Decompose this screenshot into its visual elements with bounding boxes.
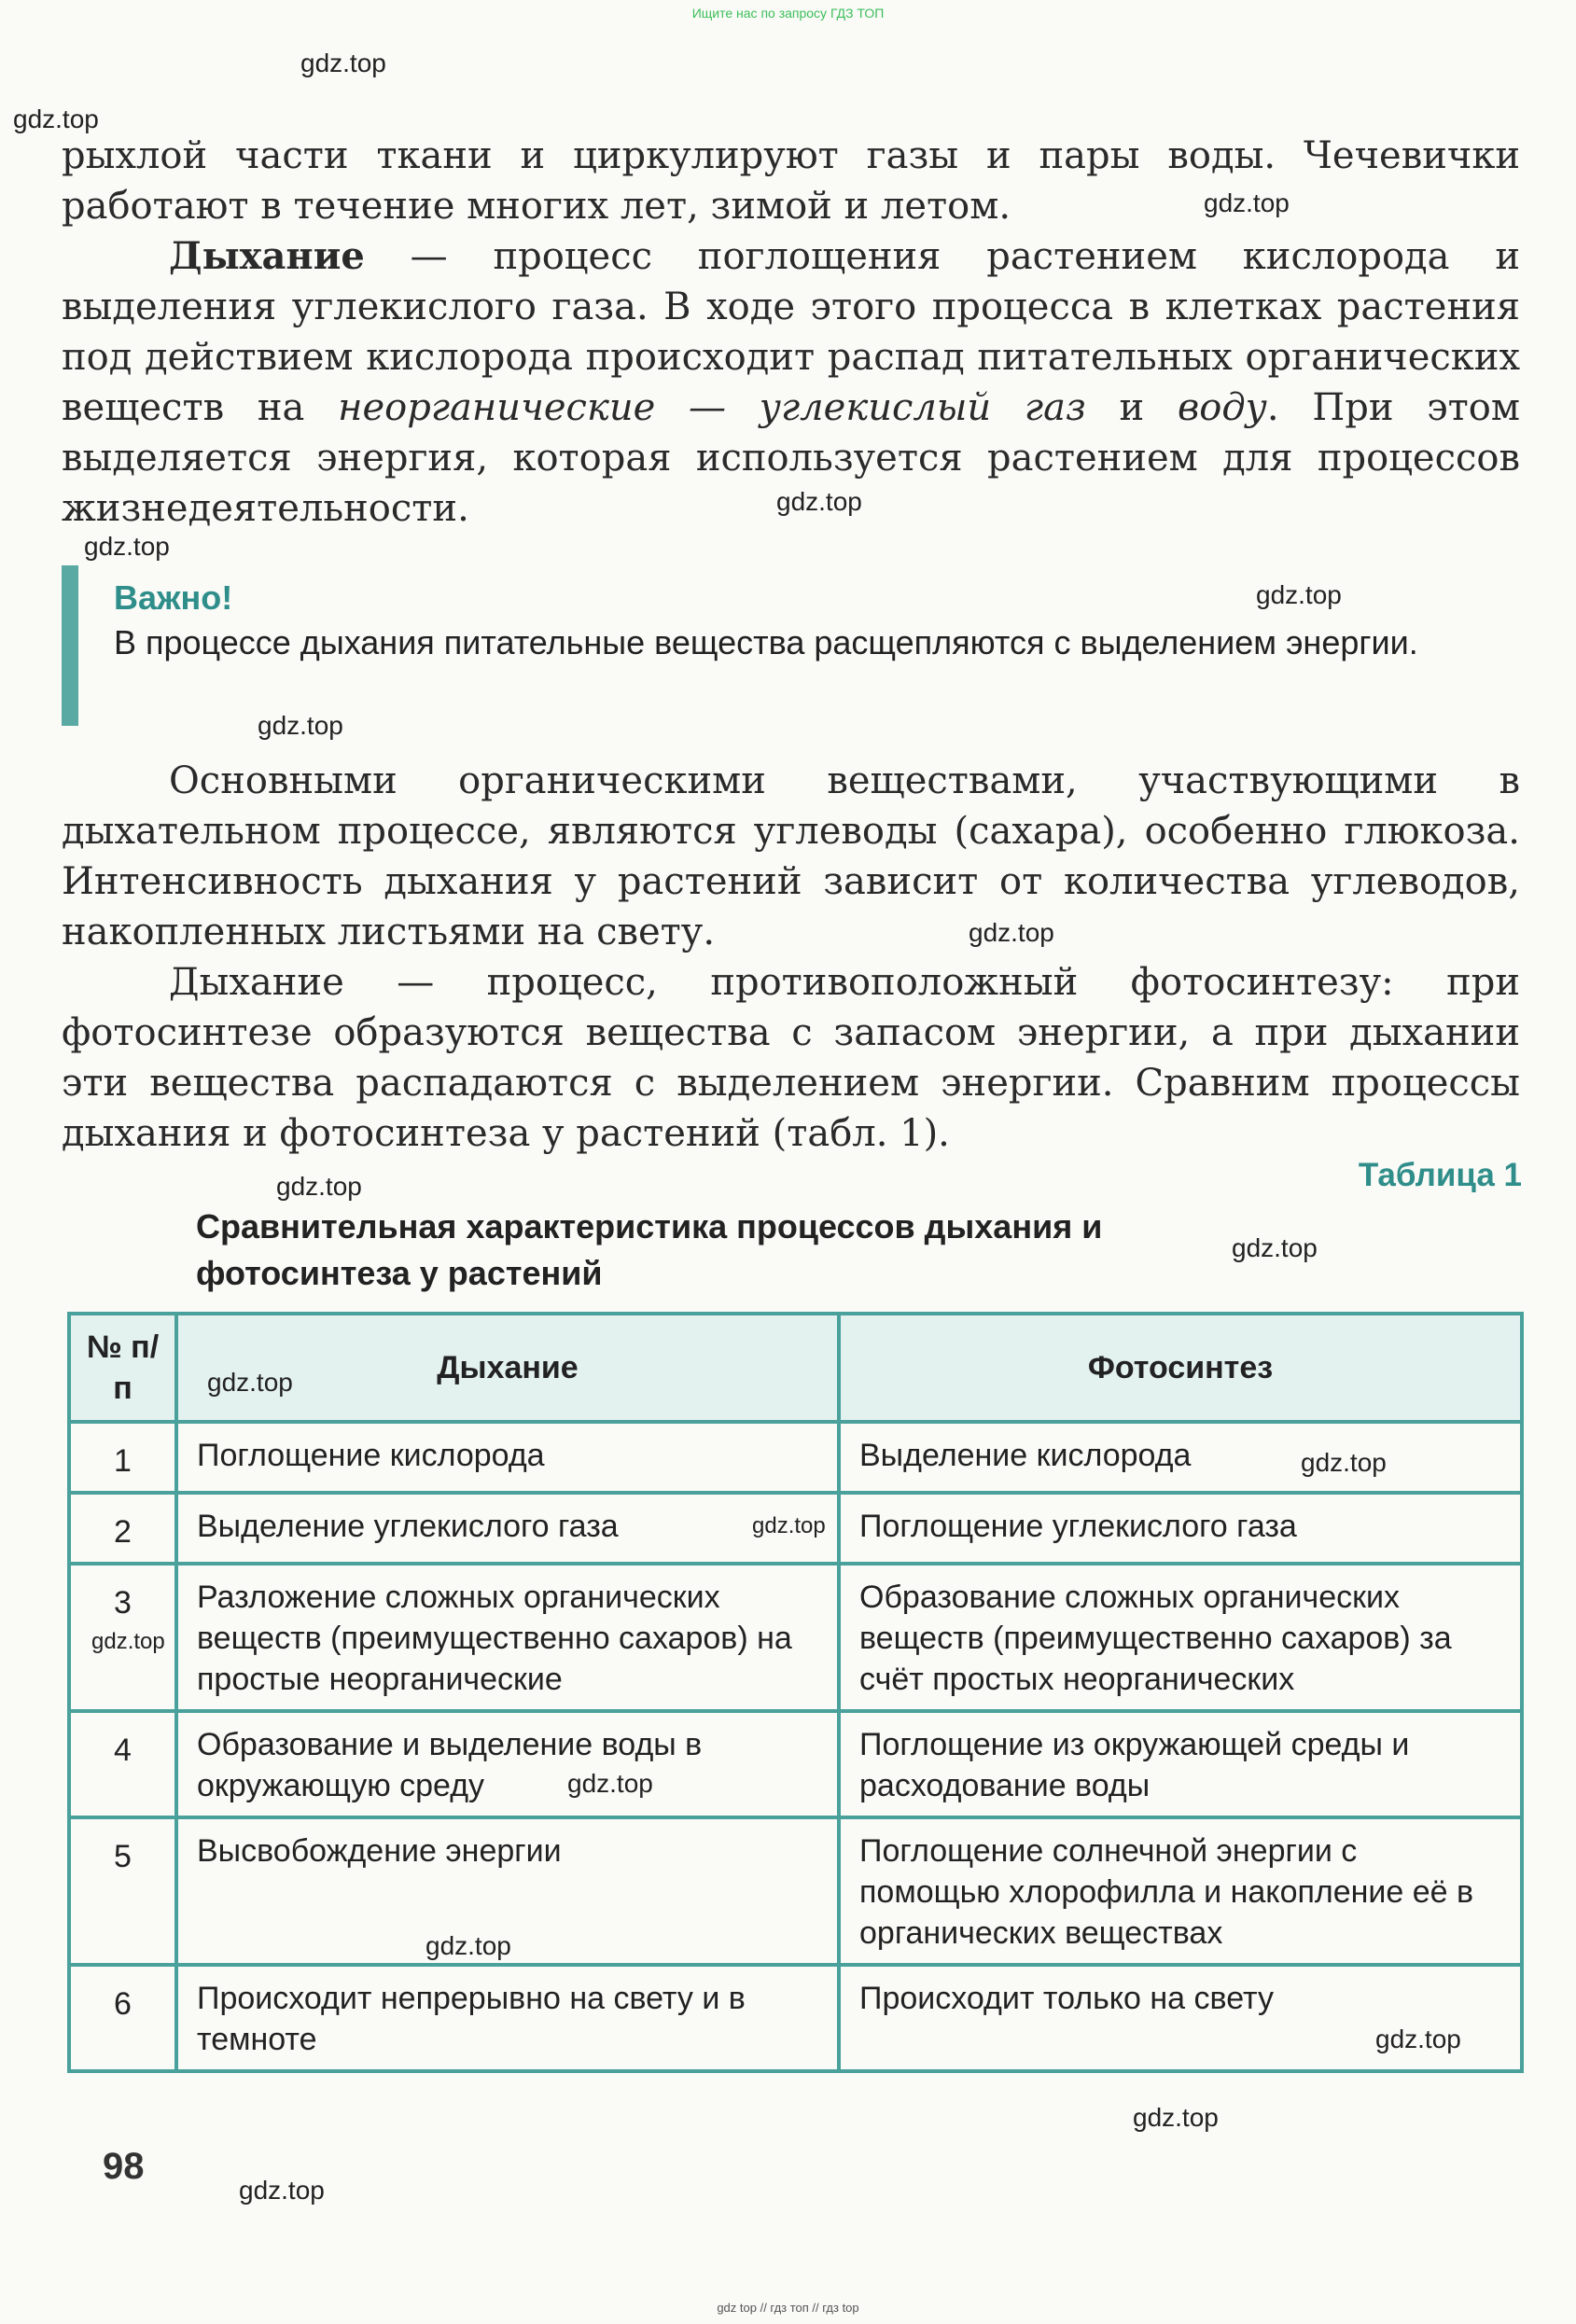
watermark: gdz.top [752,1513,826,1538]
important-bar [62,565,78,726]
photosynthesis-cell: Происходит только на свету [839,1965,1522,2071]
watermark: gdz.top [207,1368,293,1397]
page-number: 98 [103,2146,145,2187]
term-respiration: Дыхание [169,234,365,278]
photosynthesis-cell: Поглощение углекислого газа [839,1493,1522,1564]
paragraph-text: . При этом выделяется энергия, которая используется растением для процессов жизнедеятельности. [62,386,1520,530]
row-number: 3 [69,1564,176,1711]
paragraph-comparison: Дыхание — процесс, противоположный фотосинтезу: при фотосинтезе образуются вещества с запасом энергии, а при дыхании эти вещества распадаются с выделением энергии. Сравним процессы дыхания и фотосинтеза у растений (табл. 1). [62,961,1520,1155]
table-row [69,1564,1522,1711]
watermark: gdz.top [1232,1233,1318,1262]
watermark: gdz.top [1133,2103,1219,2132]
row-number: 5 [69,1817,176,1965]
header-respiration: Дыхание [176,1314,839,1422]
body-text [62,756,1520,1159]
respiration-cell: Высвобождение энергии [176,1817,839,1965]
watermark: gdz.top [91,1629,165,1654]
paragraph-respiration [62,231,1520,534]
important-text: В процессе дыхания питательные вещества расщепляются с выделением энергии. [114,623,1418,661]
photosynthesis-cell: Образование сложных органических веществ (преимущественно сахаров) за счёт простых неорганических [839,1564,1522,1711]
watermark: gdz.top [1301,1448,1387,1477]
respiration-cell: Происходит непрерывно на свету и в темноте [176,1965,839,2071]
table-row [69,1711,1522,1817]
paragraph-carbohydrates: Основными органическими веществами, участвующими в дыхательном процессе, являются углеводы (сахара), особенно глюкоза. Интенсивность дыхания у растений зависит от количества углеводов, накопленных листьями на свету. [62,759,1520,953]
paragraph-text: и [1085,386,1178,429]
respiration-cell: Разложение сложных органических веществ (преимущественно сахаров) на простые неорганические [176,1564,839,1711]
watermark: gdz.top [276,1172,362,1201]
watermark: gdz.top [258,711,343,740]
watermark: gdz.top [567,1769,653,1798]
header-note: Ищите нас по запросу ГДЗ ТОП [691,6,885,21]
paragraph-line: рыхлой части ткани и циркулируют газы и пары воды. Чечевички [62,134,1520,177]
table-title: Сравнительная характеристика процессов дыхания и фотосинтеза у растений [196,1207,1103,1292]
watermark: gdz.top [300,49,386,77]
photosynthesis-cell: Поглощение солнечной энергии с помощью хлорофилла и накопление её в органических веществах [839,1817,1522,1965]
paragraph-line: работают в течение многих лет, зимой и летом. [62,185,1011,228]
table-row [69,1817,1522,1965]
paragraph-text: — процесс поглощения растением кислорода и выделения углекислого газа. В ходе этого процесса в клетках растения под действием кислорода происходит распад питательных органических веществ на [62,235,1520,429]
italic-text: воду [1177,386,1267,429]
row-number: 1 [69,1422,176,1493]
watermark: gdz.top [425,1931,511,1960]
watermark: gdz.top [969,918,1054,947]
italic-text: неорганические — углекислый газ [338,386,1086,429]
header-photosynthesis: Фотосинтез [839,1314,1522,1422]
table-row [69,1965,1522,2071]
body-text [62,131,1520,534]
watermark: gdz.top [776,487,862,516]
watermark: gdz.top [1256,580,1342,609]
respiration-cell: Образование и выделение воды в окружающую среду [176,1711,839,1817]
comparison-table [67,1312,1524,2073]
photosynthesis-cell: Поглощение из окружающей среды и расходование воды [839,1711,1522,1817]
watermark: gdz.top [239,2176,325,2205]
watermark: gdz.top [1204,188,1290,217]
watermark: gdz.top [84,532,170,561]
watermark: gdz.top [1375,2025,1461,2053]
important-title: Важно! [114,578,233,617]
row-number: 6 [69,1965,176,2071]
row-number: 4 [69,1711,176,1817]
footer-note: gdz top // гдз топ // гдз top [717,2301,859,2315]
respiration-cell: Поглощение кислорода [176,1422,839,1493]
photosynthesis-cell: Выделение кислорода [839,1422,1522,1493]
header-number: № п/п [69,1314,176,1422]
row-number: 2 [69,1493,176,1564]
table-label: Таблица 1 [1358,1157,1522,1193]
respiration-cell: Выделение углекислого газа [176,1493,839,1564]
watermark: gdz.top [13,104,99,133]
